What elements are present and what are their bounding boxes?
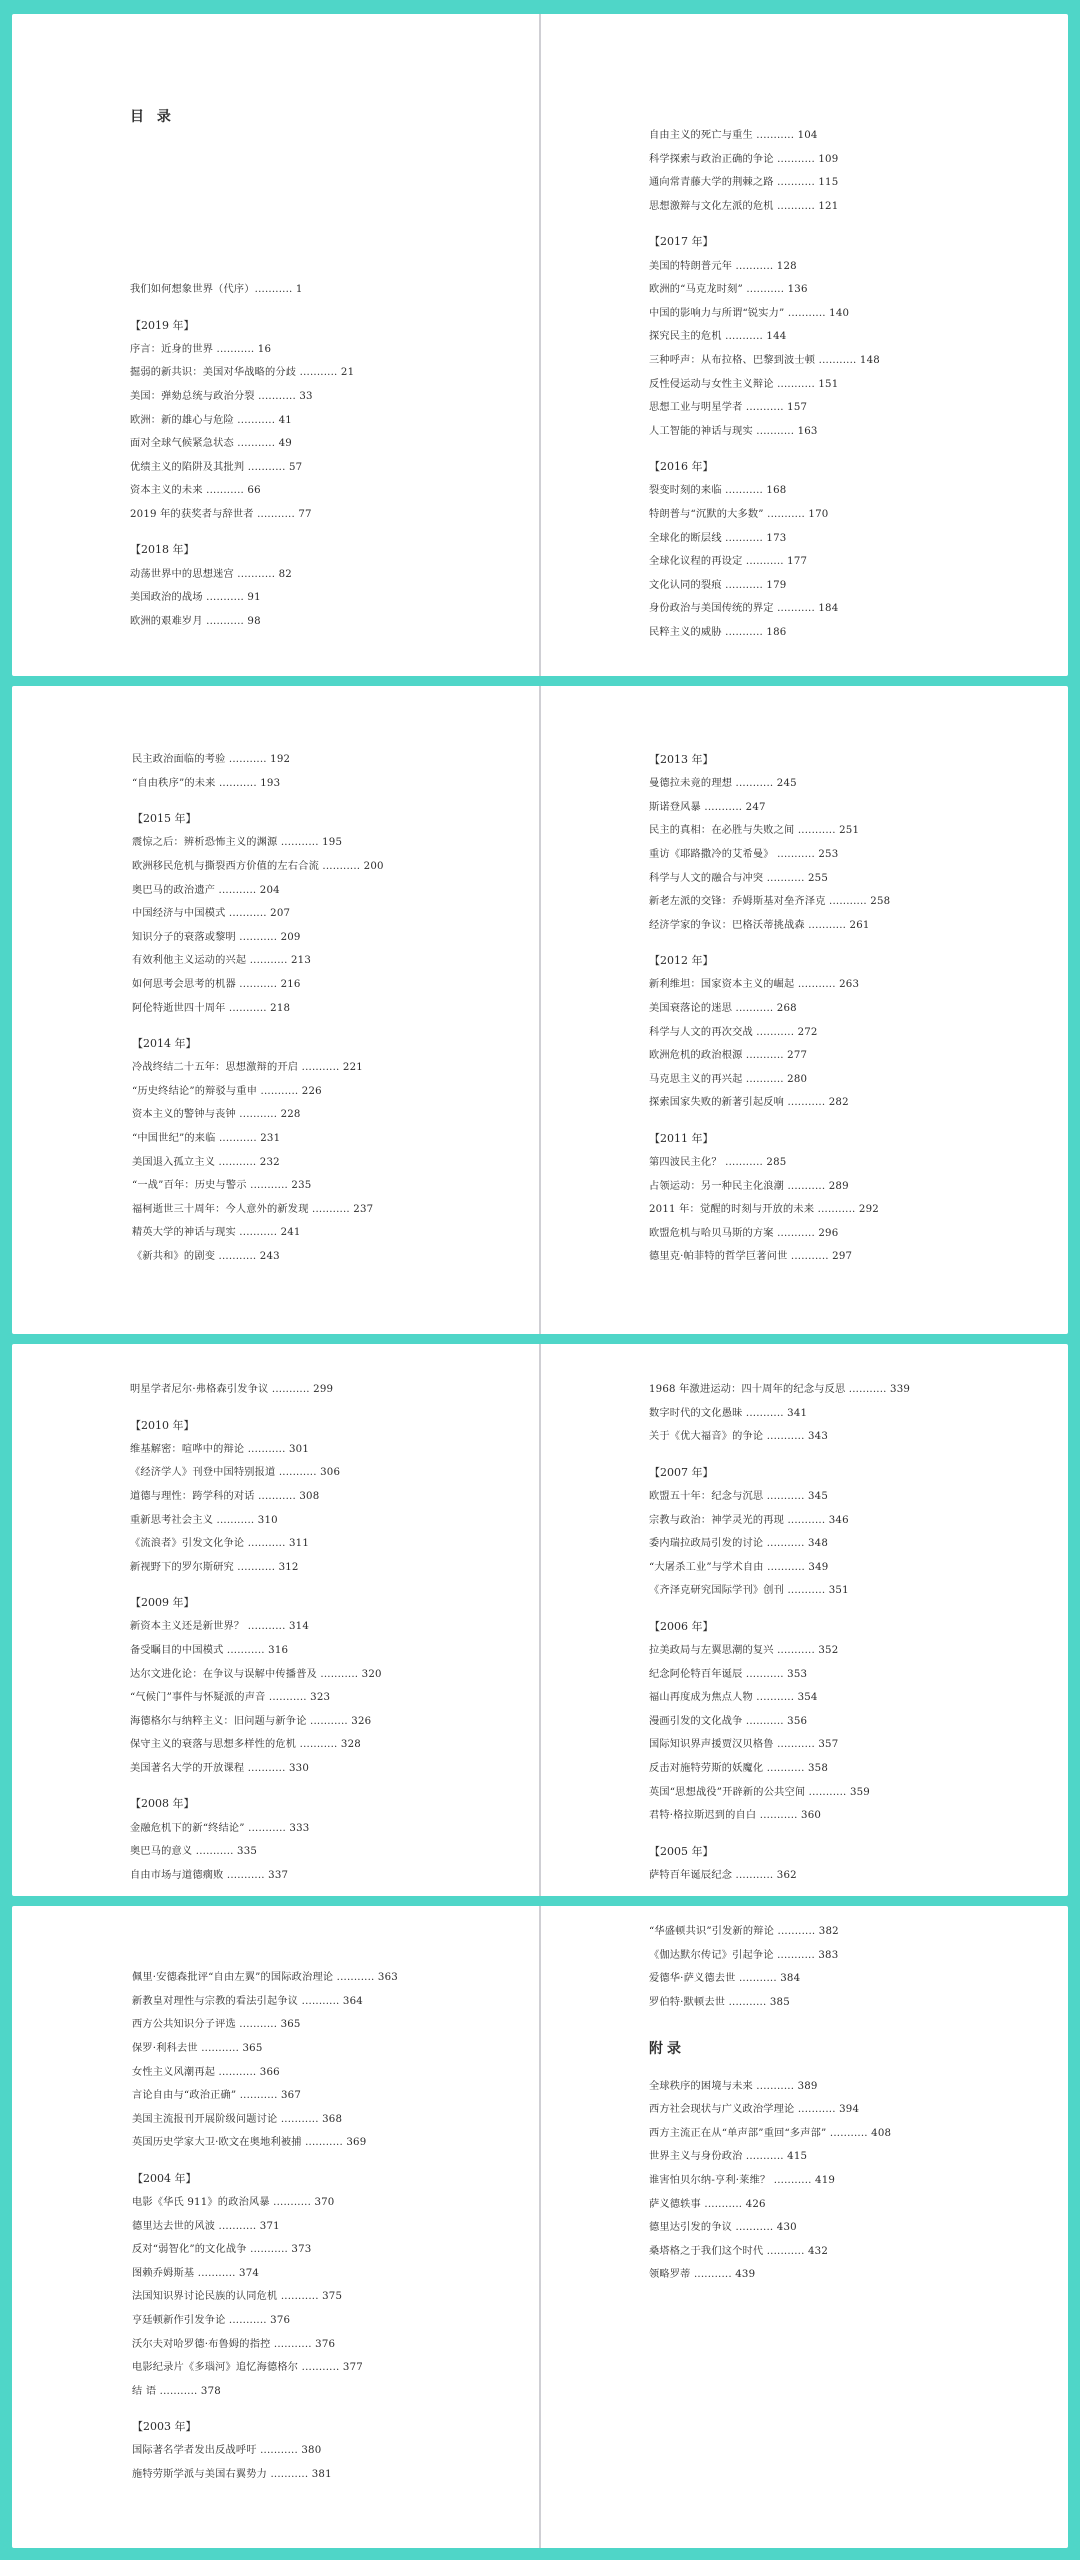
toc-entry: 新教皇对理性与宗教的看法引起争议 ........... 364 [132, 1995, 363, 2007]
toc-entry: 占领运动：另一种民主化浪潮 ........... 289 [649, 1180, 849, 1192]
toc-entry: 德里达去世的风波 ........... 371 [132, 2220, 280, 2232]
toc-entry: 探索国家失败的新著引起反响 ........... 282 [649, 1097, 849, 1109]
toc-entry: 新利维坦：国家资本主义的崛起 ........... 263 [649, 979, 860, 991]
toc-entry: 沃尔夫对哈罗德·布鲁姆的指控 ........... 376 [132, 2338, 336, 2350]
toc-entry: 言论自由与“政治正确” ........... 367 [132, 2090, 302, 2102]
toc-entry: 美国著名大学的开放课程 ........... 330 [130, 1763, 310, 1775]
toc-entry: 亨廷顿新作引发争论 ........... 376 [132, 2315, 291, 2327]
toc-entry: 2019 年的获奖者与辞世者 ........... 77 [130, 509, 312, 521]
toc-list [649, 124, 1068, 644]
toc-entry: 人工智能的神话与现实 ........... 163 [649, 425, 818, 437]
toc-entry: 欧洲移民危机与撕裂西方价值的左右合流 ........... 200 [132, 861, 384, 873]
toc-entry: 西方公共知识分子评选 ........... 365 [132, 2019, 301, 2031]
toc-entry: 知识分子的衰落或黎明 ........... 209 [132, 931, 301, 943]
left-page [12, 686, 539, 1334]
toc-entry: 欧盟五十年：纪念与沉思 ........... 345 [649, 1491, 829, 1503]
left-page [12, 1344, 539, 1896]
toc-entry: “自由秩序”的未来 ........... 193 [132, 777, 281, 789]
toc-entry: 法国知识界讨论民族的认同危机 ........... 375 [132, 2291, 343, 2303]
book-spread [12, 1344, 1068, 1896]
left-page [12, 14, 539, 676]
toc-entry: 民粹主义的威胁 ........... 186 [649, 626, 787, 638]
toc-entry: 图赖乔姆斯基 ........... 374 [132, 2267, 260, 2279]
toc-entry: 西方主流正在从“单声部”重回“多声部” ........... 408 [649, 2127, 892, 2139]
toc-entry: 美国退入孤立主义 ........... 232 [132, 1156, 280, 1168]
toc-entry: 震惊之后：辨析恐怖主义的渊源 ........... 195 [132, 837, 343, 849]
toc-entry: 德里克·帕菲特的哲学巨著问世 ........... 297 [649, 1251, 853, 1263]
right-page [541, 686, 1068, 1334]
toc-entry: 萨义德轶事 ........... 426 [649, 2198, 766, 2210]
toc-entry: 国际知识界声援贾汉贝格鲁 ........... 357 [649, 1739, 839, 1751]
toc-entry: 福山再度成为焦点人物 ........... 354 [649, 1692, 818, 1704]
toc-list [649, 746, 1068, 1269]
toc-heading: 目 录 [130, 109, 175, 125]
toc-list [132, 1966, 539, 2486]
toc-entry: 优绩主义的陷阱及其批判 ........... 57 [130, 461, 303, 473]
toc-entry: 《经济学人》刊登中国特别报道 ........... 306 [130, 1467, 341, 1479]
toc-entry: 施特劳斯学派与美国右翼势力 ........... 381 [132, 2468, 332, 2480]
toc-entry: 美国主流报刊开展阶级问题讨论 ........... 368 [132, 2113, 343, 2125]
toc-entry: 电影纪录片《多瑙河》追忆海德格尔 ........... 377 [132, 2362, 363, 2374]
toc-entry: 2011 年：觉醒的时刻与开放的未来 ........... 292 [649, 1204, 879, 1216]
book-spread [12, 1906, 1068, 2548]
toc-entry: 我们如何想象世界（代序）........... 1 [130, 284, 303, 296]
toc-entry: 特朗普与“沉默的大多数” ........... 170 [649, 509, 829, 521]
year-section-label: 【2009 年】 [130, 1596, 195, 1610]
toc-entry: 全球秩序的困境与未来 ........... 389 [649, 2080, 818, 2092]
toc-entry: 全球化的断层线 ........... 173 [649, 532, 787, 544]
toc-entry: 德里达引发的争议 ........... 430 [649, 2222, 797, 2234]
toc-entry: 冷战终结二十五年：思想激辩的开启 ........... 221 [132, 1062, 363, 1074]
toc-entry: 保守主义的衰落与思想多样性的危机 ........... 328 [130, 1739, 361, 1751]
toc-entry: 女性主义风潮再起 ........... 366 [132, 2066, 280, 2078]
toc-entry: 全球化议程的再设定 ........... 177 [649, 556, 808, 568]
toc-entry: 电影《华氏 911》的政治风暴 ........... 370 [132, 2197, 335, 2209]
toc-entry: “历史终结论”的辩驳与重申 ........... 226 [132, 1085, 322, 1097]
toc-entry: 自由市场与道德瘸败 ........... 337 [130, 1869, 289, 1881]
toc-entry: 《伽达默尔传记》引起争论 ........... 383 [649, 1949, 839, 1961]
toc-entry: 动荡世界中的思想迷宫 ........... 82 [130, 568, 292, 580]
toc-entry: 自由主义的死亡与重生 ........... 104 [649, 130, 818, 142]
toc-entry: 爱德华·萨义德去世 ........... 384 [649, 1973, 801, 1985]
year-section-label: 【2018 年】 [130, 543, 195, 557]
toc-entry: 掘弱的新共识：美国对华战略的分歧 ........... 21 [130, 367, 355, 379]
year-section-label: 【2005 年】 [649, 1844, 714, 1858]
toc-entry: 美国衰落论的迷思 ........... 268 [649, 1003, 797, 1015]
toc-entry: 英国历史学家大卫·欧文在奥地利被捕 ........... 369 [132, 2137, 367, 2149]
year-section-label: 【2004 年】 [132, 2171, 197, 2185]
toc-entry: 谁害怕贝尔纳-亨利·莱维？ ........... 419 [649, 2175, 836, 2187]
year-section-label: 【2017 年】 [649, 235, 714, 249]
toc-entry: 罗伯特·默顿去世 ........... 385 [649, 1997, 790, 2009]
toc-entry: 宗教与政治：神学灵光的再现 ........... 346 [649, 1514, 849, 1526]
toc-entry: 《流浪者》引发文化争论 ........... 311 [130, 1538, 310, 1550]
year-section-label: 【2015 年】 [132, 812, 197, 826]
toc-heading: 附录 [649, 2041, 685, 2058]
toc-entry: 重访《耶路撒冷的艾希曼》 ........... 253 [649, 849, 839, 861]
toc-entry: 面对全球气候紧急状态 ........... 49 [130, 438, 292, 450]
year-section-label: 【2007 年】 [649, 1465, 714, 1479]
toc-entry: 欧洲：新的雄心与危险 ........... 41 [130, 414, 292, 426]
toc-entry: 序言：近身的世界 ........... 16 [130, 343, 272, 355]
year-section-label: 【2010 年】 [130, 1418, 195, 1432]
year-section-label: 【2016 年】 [649, 460, 714, 474]
book-spread [12, 14, 1068, 676]
toc-entry: 欧洲的“马克龙时刻” ........... 136 [649, 284, 808, 296]
left-page [12, 1906, 539, 2548]
toc-entry: 数字时代的文化愚昧 ........... 341 [649, 1407, 808, 1419]
year-section-label: 【2019 年】 [130, 318, 195, 332]
toc-list [132, 748, 539, 1268]
toc-entry: “气候门”事件与怀疑派的声音 ........... 323 [130, 1692, 331, 1704]
toc-entry: 第四波民主化？ ........... 285 [649, 1157, 787, 1169]
toc-entry: 反性侵运动与女性主义辩论 ........... 151 [649, 378, 839, 390]
toc-entry: 拉美政局与左翼思潮的复兴 ........... 352 [649, 1645, 839, 1657]
spacer [649, 2060, 1068, 2074]
toc-list [130, 1378, 539, 1887]
toc-entry: 《新共和》的剧变 ........... 243 [132, 1250, 280, 1262]
toc-entry: 反击对施特劳斯的妖魔化 ........... 358 [649, 1763, 829, 1775]
year-section-label: 【2012 年】 [649, 954, 714, 968]
toc-entry: 新视野下的罗尔斯研究 ........... 312 [130, 1561, 299, 1573]
right-page [541, 1906, 1068, 2548]
toc-entry: 斯诺登风暴 ........... 247 [649, 801, 766, 813]
toc-entry: 国际著名学者发出反战呼吁 ........... 380 [132, 2445, 322, 2457]
toc-entry: 漫画引发的文化战争 ........... 356 [649, 1715, 808, 1727]
toc-entry: 科学与人文的再次交战 ........... 272 [649, 1026, 818, 1038]
toc-entry: 美国：弹劾总统与政治分裂 ........... 33 [130, 391, 313, 403]
toc-entry: 阿伦特逝世四十周年 ........... 218 [132, 1002, 291, 1014]
toc-entry: 奥巴马的政治遗产 ........... 204 [132, 884, 280, 896]
right-page [541, 1344, 1068, 1896]
toc-entry: 明星学者尼尔·弗格森引发争议 ........... 299 [130, 1384, 334, 1396]
toc-list [649, 1378, 1068, 1887]
spacer [649, 2014, 1068, 2036]
toc-entry: “大屠杀工业”与学术自由 ........... 349 [649, 1561, 829, 1573]
toc-entry: 1968 年激进运动：四十周年的纪念与反思 ........... 339 [649, 1384, 911, 1396]
year-section-label: 【2003 年】 [132, 2420, 197, 2434]
year-section-label: 【2014 年】 [132, 1036, 197, 1050]
toc-entry: 中国的影响力与所谓“锐实力” ........... 140 [649, 307, 850, 319]
toc-entry: 纪念阿伦特百年诞辰 ........... 353 [649, 1668, 808, 1680]
toc-entry: 思想工业与明星学者 ........... 157 [649, 402, 808, 414]
toc-entry: 欧盟危机与哈贝马斯的方案 ........... 296 [649, 1227, 839, 1239]
toc-entry: 美国政治的战场 ........... 91 [130, 592, 261, 604]
toc-entry: 美国的特朗普元年 ........... 128 [649, 260, 797, 272]
toc-entry: 海德格尔与纳粹主义：旧问题与新争论 ........... 326 [130, 1715, 372, 1727]
toc-entry: 通向常青藤大学的荆棘之路 ........... 115 [649, 177, 839, 189]
year-section-label: 【2006 年】 [649, 1619, 714, 1633]
toc-list [130, 104, 539, 633]
toc-entry: 达尔文进化论：在争议与误解中传播普及 ........... 320 [130, 1668, 382, 1680]
toc-list [649, 1920, 1068, 2287]
toc-entry: 经济学家的争议：巴格沃蒂挑战森 ........... 261 [649, 919, 870, 931]
toc-entry: 重新思考社会主义 ........... 310 [130, 1514, 278, 1526]
toc-entry: 欧洲危机的政治根源 ........... 277 [649, 1050, 808, 1062]
toc-entry: 资本主义的未来 ........... 66 [130, 485, 261, 497]
toc-entry: 探究民主的危机 ........... 144 [649, 331, 787, 343]
toc-entry: “中国世纪”的来临 ........... 231 [132, 1133, 281, 1145]
toc-entry: 结 语 ........... 378 [132, 2385, 221, 2397]
toc-entry: 曼德拉未竟的理想 ........... 245 [649, 778, 797, 790]
toc-entry: 科学探索与政治正确的争论 ........... 109 [649, 153, 839, 165]
toc-entry: 萨特百年诞辰纪念 ........... 362 [649, 1869, 797, 1881]
toc-entry: 领略罗蒂 ........... 439 [649, 2269, 756, 2281]
toc-entry: 君特·格拉斯迟到的自白 ........... 360 [649, 1810, 822, 1822]
toc-entry: 文化认同的裂痕 ........... 179 [649, 579, 787, 591]
toc-entry: 金融危机下的新“终结论” ........... 333 [130, 1822, 310, 1834]
toc-entry: 备受瞩目的中国模式 ........... 316 [130, 1645, 289, 1657]
toc-entry: 反对“弱智化”的文化战争 ........... 373 [132, 2244, 312, 2256]
toc-entry: 马克思主义的再兴起 ........... 280 [649, 1073, 808, 1085]
toc-entry: 裂变时刻的来临 ........... 168 [649, 485, 787, 497]
toc-entry: 资本主义的警钟与丧钟 ........... 228 [132, 1109, 301, 1121]
toc-entry: 身份政治与美国传统的界定 ........... 184 [649, 603, 839, 615]
year-section-label: 【2008 年】 [130, 1797, 195, 1811]
toc-entry: 三种呼声：从布拉格、巴黎到波士顿 ........... 148 [649, 355, 880, 367]
toc-entry: 道德与理性：跨学科的对话 ........... 308 [130, 1491, 320, 1503]
spacer [130, 128, 539, 278]
toc-entry: 民主政治面临的考验 ........... 192 [132, 754, 291, 766]
toc-entry: 佩里·安德森批评“自由左翼”的国际政治理论 ........... 363 [132, 1972, 398, 1984]
toc-entry: 维基解密：喧哗中的辩论 ........... 301 [130, 1443, 310, 1455]
toc-entry: 中国经济与中国模式 ........... 207 [132, 908, 291, 920]
toc-entry: 奥巴马的意义 ........... 335 [130, 1846, 258, 1858]
toc-entry: 英国“思想战役”开辟新的公共空间 ........... 359 [649, 1786, 870, 1798]
toc-entry: 民主的真相：在必胜与失败之间 ........... 251 [649, 825, 860, 837]
toc-entry: 保罗·利科去世 ........... 365 [132, 2043, 263, 2055]
toc-entry: 欧洲的艰难岁月 ........... 98 [130, 615, 261, 627]
toc-entry: 有效利他主义运动的兴起 ........... 213 [132, 955, 312, 967]
toc-entry: 桑塔格之于我们这个时代 ........... 432 [649, 2245, 829, 2257]
toc-entry: 《齐泽克研究国际学刊》创刊 ........... 351 [649, 1585, 849, 1597]
toc-entry: 世界主义与身份政治 ........... 415 [649, 2151, 808, 2163]
right-page [541, 14, 1068, 676]
book-spread [12, 686, 1068, 1334]
toc-entry: 新老左派的交锋：乔姆斯基对垒齐泽克 ........... 258 [649, 896, 891, 908]
toc-entry: 委内瑞拉政局引发的讨论 ........... 348 [649, 1538, 829, 1550]
toc-entry: 西方社会现状与广义政治学理论 ........... 394 [649, 2104, 860, 2116]
toc-entry: 新资本主义还是新世界？ ........... 314 [130, 1621, 310, 1633]
toc-entry: “华盛顿共识”引发新的辩论 ........... 382 [649, 1926, 839, 1938]
toc-entry: 精英大学的神话与现实 ........... 241 [132, 1227, 301, 1239]
toc-entry: 思想激辩与文化左派的危机 ........... 121 [649, 201, 839, 213]
toc-entry: “一战”百年：历史与警示 ........... 235 [132, 1180, 312, 1192]
toc-entry: 科学与人文的融合与冲突 ........... 255 [649, 872, 829, 884]
year-section-label: 【2013 年】 [649, 753, 714, 766]
year-section-label: 【2011 年】 [649, 1131, 714, 1145]
toc-entry: 福柯逝世三十周年：今人意外的新发现 ........... 237 [132, 1203, 374, 1215]
toc-entry: 如何思考会思考的机器 ........... 216 [132, 979, 301, 991]
toc-entry: 关于《优大福音》的争论 ........... 343 [649, 1431, 829, 1443]
